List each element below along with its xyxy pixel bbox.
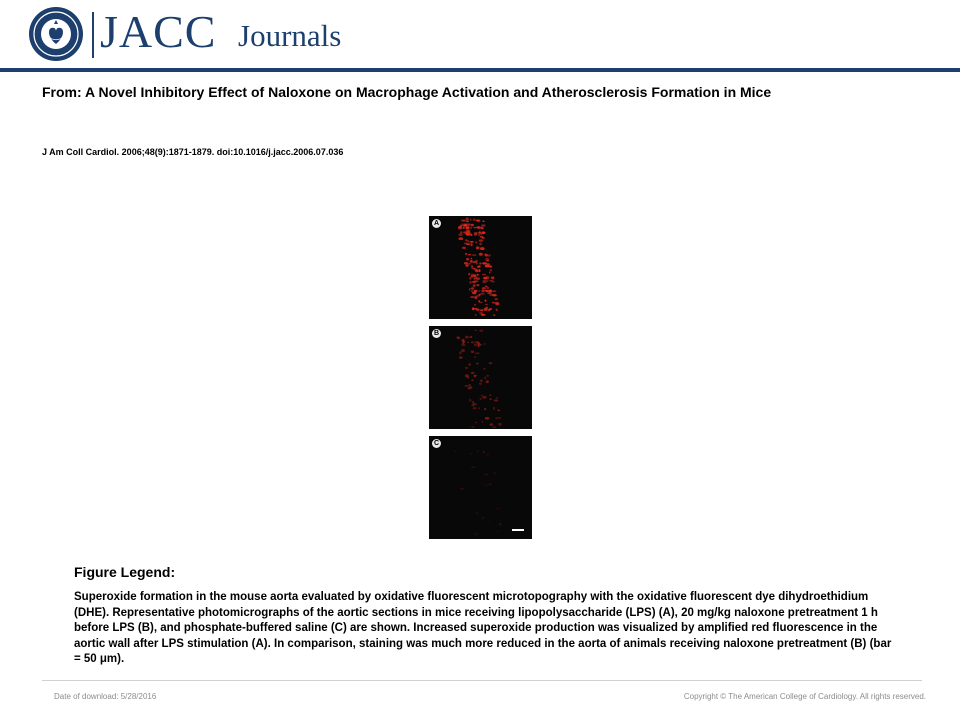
fluorescence-speckle bbox=[479, 253, 483, 256]
fluorescence-speckle bbox=[482, 274, 487, 276]
fluorescence-speckle bbox=[482, 517, 485, 519]
figure-legend-heading: Figure Legend: bbox=[74, 564, 176, 580]
fluorescence-speckle bbox=[489, 280, 493, 282]
fluorescence-speckle bbox=[481, 227, 484, 229]
fluorescence-speckle bbox=[484, 253, 486, 256]
fluorescence-speckle bbox=[472, 292, 476, 295]
fluorescence-speckle bbox=[455, 450, 457, 452]
fluorescence-speckle bbox=[461, 349, 465, 352]
fluorescence-speckle bbox=[471, 265, 473, 267]
fluorescence-speckle bbox=[492, 294, 497, 296]
fluorescence-speckle bbox=[471, 291, 474, 292]
journal-logo-subtitle: Journals bbox=[238, 18, 342, 53]
figure-panel-a bbox=[429, 216, 532, 319]
fluorescence-speckle bbox=[473, 407, 477, 409]
fluorescence-speckle bbox=[492, 290, 496, 292]
fluorescence-speckle bbox=[462, 343, 464, 344]
journal-header bbox=[0, 0, 960, 68]
fluorescence-speckle bbox=[474, 233, 477, 236]
fluorescence-speckle bbox=[489, 398, 491, 400]
fluorescence-speckle bbox=[475, 269, 479, 272]
fluorescence-speckle bbox=[462, 220, 467, 222]
fluorescence-speckle bbox=[470, 296, 475, 298]
fluorescence-speckle bbox=[496, 309, 498, 312]
fluorescence-speckle bbox=[470, 260, 473, 263]
fluorescence-micrograph-c bbox=[429, 436, 532, 539]
fluorescence-speckle bbox=[464, 262, 468, 264]
logo-divider bbox=[92, 12, 94, 58]
fluorescence-speckle bbox=[489, 289, 492, 292]
fluorescence-speckle bbox=[493, 314, 495, 316]
fluorescence-speckle bbox=[480, 302, 482, 303]
fluorescence-speckle bbox=[466, 258, 469, 261]
fluorescence-speckle bbox=[484, 308, 488, 311]
article-citation: J Am Coll Cardiol. 2006;48(9):1871-1879. doi:10.1016/j.jacc.2006.07.036 bbox=[42, 147, 344, 157]
fluorescence-speckle bbox=[489, 264, 491, 265]
fluorescence-speckle bbox=[471, 268, 475, 269]
fluorescence-speckle bbox=[458, 226, 462, 229]
figure-panel-b bbox=[429, 326, 532, 429]
fluorescence-speckle bbox=[490, 269, 493, 271]
fluorescence-speckle bbox=[485, 300, 487, 302]
fluorescence-speckle bbox=[477, 274, 479, 276]
fluorescence-speckle bbox=[484, 377, 486, 380]
fluorescence-speckle bbox=[489, 394, 491, 396]
fluorescence-micrograph-a bbox=[429, 216, 532, 319]
fluorescence-speckle bbox=[479, 383, 482, 385]
fluorescence-speckle bbox=[465, 253, 467, 255]
fluorescence-speckle bbox=[489, 272, 491, 274]
fluorescence-speckle bbox=[463, 223, 466, 224]
fluorescence-speckle bbox=[470, 241, 474, 243]
fluorescence-speckle bbox=[471, 224, 474, 227]
fluorescence-speckle bbox=[483, 343, 486, 344]
fluorescence-speckle bbox=[489, 308, 492, 310]
fluorescence-speckle bbox=[476, 284, 479, 286]
fluorescence-speckle bbox=[485, 290, 490, 292]
panel-label-b: B bbox=[433, 330, 440, 337]
fluorescence-speckle bbox=[471, 380, 474, 381]
fluorescence-speckle bbox=[469, 399, 471, 402]
fluorescence-speckle bbox=[488, 521, 490, 523]
fluorescence-speckle bbox=[483, 451, 486, 454]
fluorescence-speckle bbox=[482, 232, 486, 234]
fluorescence-speckle bbox=[471, 287, 474, 290]
fluorescence-speckle bbox=[497, 531, 499, 532]
fluorescence-speckle bbox=[479, 231, 481, 233]
fluorescence-speckle bbox=[470, 453, 472, 455]
fluorescence-speckle bbox=[475, 341, 480, 343]
fluorescence-speckle bbox=[480, 247, 485, 250]
fluorescence-speckle bbox=[479, 243, 482, 246]
fluorescence-speckle bbox=[474, 375, 478, 376]
fluorescence-speckle bbox=[471, 404, 474, 406]
fluorescence-speckle bbox=[495, 417, 499, 419]
fluorescence-speckle bbox=[464, 385, 468, 386]
fluorescence-speckle bbox=[480, 395, 483, 396]
fluorescence-speckle bbox=[468, 254, 471, 256]
fluorescence-speckle bbox=[499, 417, 501, 419]
fluorescence-speckle bbox=[468, 387, 472, 390]
fluorescence-speckle bbox=[485, 417, 490, 420]
fluorescence-speckle bbox=[474, 304, 476, 306]
fluorescence-speckle bbox=[486, 380, 489, 383]
fluorescence-speckle bbox=[472, 254, 476, 256]
footer-rule bbox=[42, 680, 922, 681]
fluorescence-speckle bbox=[476, 263, 478, 265]
fluorescence-speckle bbox=[482, 237, 485, 239]
fluorescence-speckle bbox=[475, 352, 480, 354]
fluorescence-speckle bbox=[499, 523, 502, 525]
fluorescence-speckle bbox=[498, 423, 501, 426]
fluorescence-speckle bbox=[466, 243, 470, 245]
fluorescence-speckle bbox=[479, 265, 481, 268]
fluorescence-speckle bbox=[494, 399, 498, 401]
fluorescence-speckle bbox=[470, 227, 472, 229]
fluorescence-speckle bbox=[471, 275, 474, 278]
fluorescence-speckle bbox=[493, 472, 496, 475]
fluorescence-speckle bbox=[485, 304, 488, 305]
fluorescence-speckle bbox=[485, 258, 489, 261]
fluorescence-speckle bbox=[459, 351, 461, 354]
fluorescence-speckle bbox=[466, 217, 469, 220]
fluorescence-speckle bbox=[482, 280, 486, 283]
fluorescence-speckle bbox=[476, 450, 479, 452]
fluorescence-speckle bbox=[479, 239, 484, 241]
fluorescence-speckle bbox=[478, 300, 480, 303]
fluorescence-speckle bbox=[485, 276, 489, 279]
fluorescence-speckle bbox=[482, 421, 484, 423]
fluorescence-speckle bbox=[473, 284, 476, 287]
fluorescence-speckle bbox=[486, 287, 489, 289]
fluorescence-speckle bbox=[482, 396, 486, 399]
fluorescence-speckle bbox=[474, 356, 476, 358]
fluorescence-speckle bbox=[481, 314, 486, 316]
fluorescence-speckle bbox=[483, 368, 485, 370]
fluorescence-speckle bbox=[465, 367, 468, 369]
fluorescence-speckle bbox=[482, 287, 486, 289]
fluorescence-speckle bbox=[496, 303, 500, 306]
fluorescence-speckle bbox=[469, 281, 471, 284]
panel-label-a: A bbox=[433, 220, 440, 227]
fluorescence-speckle bbox=[484, 474, 488, 476]
fluorescence-speckle bbox=[471, 341, 474, 343]
fluorescence-speckle bbox=[465, 336, 469, 339]
fluorescence-speckle bbox=[476, 512, 479, 515]
fluorescence-speckle bbox=[478, 408, 480, 409]
fluorescence-speckle bbox=[470, 219, 472, 221]
fluorescence-speckle bbox=[473, 218, 475, 221]
panel-label-c: C bbox=[433, 440, 440, 447]
scale-bar bbox=[512, 529, 524, 531]
fluorescence-speckle bbox=[464, 224, 467, 226]
copyright-notice: Copyright © The American College of Cardiology. All rights reserved. bbox=[683, 692, 926, 701]
fluorescence-speckle bbox=[486, 454, 489, 455]
fluorescence-speckle bbox=[486, 375, 489, 377]
fluorescence-speckle bbox=[474, 278, 476, 280]
fluorescence-speckle bbox=[457, 337, 460, 340]
fluorescence-speckle bbox=[489, 293, 492, 296]
fluorescence-speckle bbox=[462, 339, 465, 342]
fluorescence-speckle bbox=[458, 237, 463, 240]
fluorescence-speckle bbox=[467, 377, 469, 379]
journal-logo-text: JACC bbox=[100, 6, 217, 57]
fluorescence-speckle bbox=[479, 398, 482, 400]
fluorescence-micrograph-b bbox=[429, 326, 532, 429]
fluorescence-speckle bbox=[485, 286, 488, 287]
fluorescence-speckle bbox=[460, 231, 462, 234]
fluorescence-speckle bbox=[491, 276, 495, 279]
fluorescence-speckle bbox=[492, 427, 496, 428]
fluorescence-speckle bbox=[491, 281, 495, 282]
fluorescence-speckle bbox=[459, 356, 463, 358]
fluorescence-speckle bbox=[479, 269, 481, 272]
fluorescence-speckle bbox=[463, 231, 467, 233]
fluorescence-speckle bbox=[484, 408, 486, 410]
fluorescence-speckle bbox=[476, 226, 481, 228]
fluorescence-speckle bbox=[478, 290, 480, 291]
fluorescence-speckle bbox=[493, 407, 495, 410]
fluorescence-speckle bbox=[480, 379, 483, 382]
fluorescence-speckle bbox=[471, 258, 473, 260]
fluorescence-speckle bbox=[496, 397, 498, 399]
figure-panels bbox=[429, 216, 532, 546]
acc-seal-logo bbox=[28, 6, 84, 62]
fluorescence-speckle bbox=[487, 254, 491, 256]
fluorescence-speckle bbox=[465, 264, 468, 267]
fluorescence-speckle bbox=[474, 533, 477, 536]
fluorescence-speckle bbox=[482, 262, 487, 264]
fluorescence-speckle bbox=[480, 293, 484, 295]
fluorescence-speckle bbox=[481, 290, 484, 293]
fluorescence-speckle bbox=[496, 508, 499, 509]
fluorescence-speckle bbox=[488, 483, 492, 485]
fluorescence-speckle bbox=[471, 351, 475, 353]
fluorescence-speckle bbox=[462, 247, 466, 249]
fluorescence-speckle bbox=[468, 363, 471, 365]
fluorescence-speckle bbox=[480, 309, 483, 311]
fluorescence-speckle bbox=[465, 239, 467, 241]
figure-legend-text: Superoxide formation in the mouse aorta evaluated by oxidative fluorescent microtopography with the oxidative fluorescent dye dihydroethidium (DHE). Representative photomicrographs of the aortic sections in mice receiving lipopolysaccharide (LPS) (A), 20 mg/kg naloxone pretreatment 1 h before LPS (B), and phosphate-buffered saline (C) are shown. Increased superoxide production was visualized by amplified red fluorescence in the aortic wall after LPS stimulation (A). In comparison, staining was much more reduced in the aorta of animals receiving naloxone pretreatment (B) (bar = 50 μm). bbox=[74, 591, 892, 665]
fluorescence-speckle bbox=[463, 226, 465, 228]
fluorescence-speckle bbox=[497, 410, 500, 412]
fluorescence-speckle bbox=[478, 344, 482, 346]
figure-panel-c bbox=[429, 436, 532, 539]
fluorescence-speckle bbox=[473, 274, 477, 277]
fluorescence-speckle bbox=[484, 485, 487, 487]
fluorescence-speckle bbox=[475, 314, 477, 316]
fluorescence-speckle bbox=[489, 423, 493, 426]
fluorescence-speckle bbox=[475, 242, 477, 244]
fluorescence-speckle bbox=[461, 223, 463, 226]
fluorescence-speckle bbox=[467, 342, 469, 343]
fluorescence-speckle bbox=[476, 295, 481, 296]
fluorescence-speckle bbox=[471, 466, 476, 468]
header-rule bbox=[0, 68, 960, 72]
fluorescence-speckle bbox=[476, 309, 480, 311]
fluorescence-speckle bbox=[471, 372, 475, 375]
fluorescence-speckle bbox=[472, 281, 476, 284]
fluorescence-speckle bbox=[469, 384, 471, 386]
fluorescence-speckle bbox=[489, 362, 493, 364]
fluorescence-speckle bbox=[468, 263, 471, 265]
fluorescence-speckle bbox=[476, 246, 479, 249]
fluorescence-speckle bbox=[475, 422, 477, 423]
fluorescence-speckle bbox=[474, 343, 477, 346]
fluorescence-speckle bbox=[467, 227, 470, 229]
download-date: Date of download: 5/28/2016 bbox=[54, 692, 157, 701]
fluorescence-speckle bbox=[481, 224, 485, 226]
fluorescence-speckle bbox=[458, 233, 462, 236]
fluorescence-speckle bbox=[495, 298, 498, 300]
fluorescence-speckle bbox=[482, 221, 484, 223]
fluorescence-speckle bbox=[492, 302, 495, 304]
fluorescence-speckle bbox=[479, 263, 481, 265]
fluorescence-speckle bbox=[479, 330, 483, 332]
fluorescence-speckle bbox=[460, 488, 465, 490]
fluorescence-speckle bbox=[468, 273, 470, 276]
fluorescence-speckle bbox=[466, 230, 470, 232]
fluorescence-speckle bbox=[469, 337, 473, 338]
fluorescence-speckle bbox=[473, 227, 476, 228]
fluorescence-speckle bbox=[467, 240, 469, 242]
fluorescence-speckle bbox=[469, 288, 471, 291]
fluorescence-speckle bbox=[471, 243, 473, 246]
article-title: From: A Novel Inhibitory Effect of Naloxone on Macrophage Activation and Atherosclerosis Formation in Mice bbox=[42, 84, 772, 100]
fluorescence-speckle bbox=[471, 426, 474, 427]
fluorescence-speckle bbox=[475, 330, 477, 331]
fluorescence-speckle bbox=[468, 224, 470, 225]
fluorescence-speckle bbox=[469, 277, 471, 279]
fluorescence-speckle bbox=[476, 363, 478, 365]
fluorescence-speckle bbox=[477, 220, 481, 223]
fluorescence-speckle bbox=[466, 221, 469, 222]
